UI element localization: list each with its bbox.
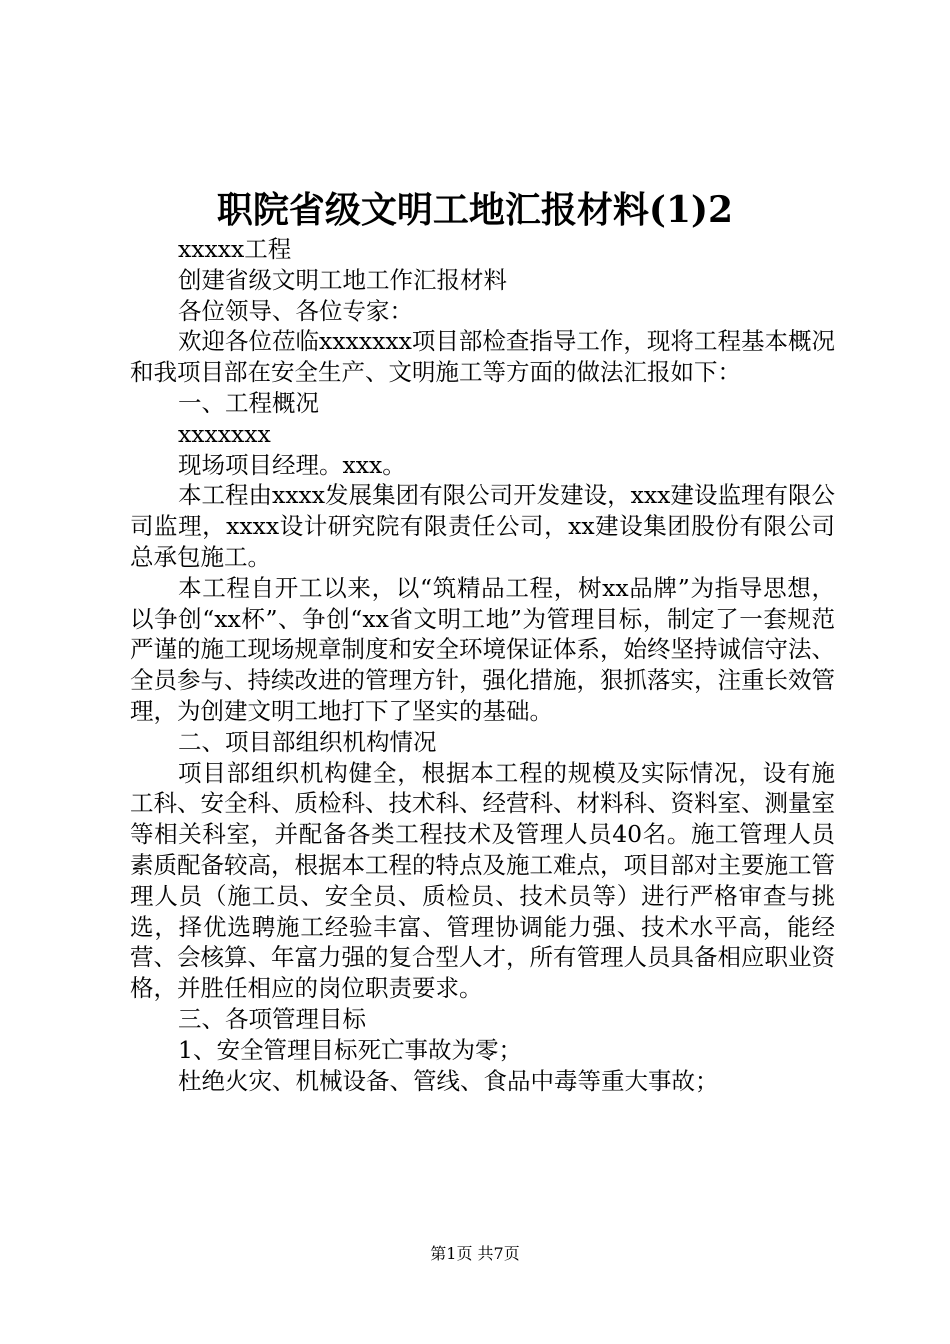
paragraph-safety-target: 1、安全管理目标死亡事故为零； [178, 1035, 522, 1064]
paragraph-welcome: 欢迎各位莅临xxxxxxx项目部检查指导工作，现将工程基本概况和我项目部在安全生产、文明施工等方面的做法汇报如下： [130, 327, 835, 387]
section-heading-targets: 三、各项管理目标 [178, 1004, 366, 1033]
paragraph-project-name: xxxxx工程 [178, 235, 292, 263]
document-title: 职院省级文明工地汇报材料(1)2 [216, 189, 734, 231]
paragraph-report-subtitle: 创建省级文明工地工作汇报材料 [178, 265, 507, 294]
section-heading-overview: 一、工程概况 [178, 388, 319, 417]
document-body [130, 234, 835, 1096]
paragraph-project-manager: 现场项目经理。xxx。 [178, 450, 406, 479]
page-footer: 第1页 共7页 [430, 1244, 520, 1263]
paragraph-placeholder: xxxxxxx [178, 419, 271, 448]
paragraph-accident-prevention: 杜绝火灾、机械设备、管线、食品中毒等重大事故； [178, 1066, 719, 1095]
paragraph-salutation: 各位领导、各位专家： [178, 296, 413, 325]
paragraph-parties: 本工程由xxxx发展集团有限公司开发建设，xxx建设监理有限公司监理，xxxx设计研究院有限责任公司，xx建设集团股份有限公司总承包施工。 [130, 481, 835, 571]
paragraph-organization: 项目部组织机构健全，根据本工程的规模及实际情况，设有施工科、安全科、质检科、技术科、经营科、材料科、资料室、测量室等相关科室，并配备各类工程技术及管理人员40名。施工管理人员素质配备较高，根据本工程的特点及施工难点，项目部对主要施工管理人员（施工员、安全员、质检员、技术员等）进行严格审查与挑选，择优选聘施工经验丰富、管理协调能力强、技术水平高，能经营、会核算、年富力强的复合型人才，所有管理人员具备相应职业资格，并胜任相应的岗位职责要求。 [130, 758, 835, 1003]
paragraph-guiding-idea: 本工程自开工以来，以“筑精品工程，树xx品牌”为指导思想，以争创“xx杯”、争创“xx省文明工地”为管理目标，制定了一套规范严谨的施工现场规章制度和安全环境保证体系，始终坚持诚信守法、全员参与、持续改进的管理方针，强化措施，狠抓落实，注重长效管理，为创建文明工地打下了坚实的基础。 [130, 573, 835, 725]
section-heading-organization: 二、项目部组织机构情况 [178, 727, 437, 756]
